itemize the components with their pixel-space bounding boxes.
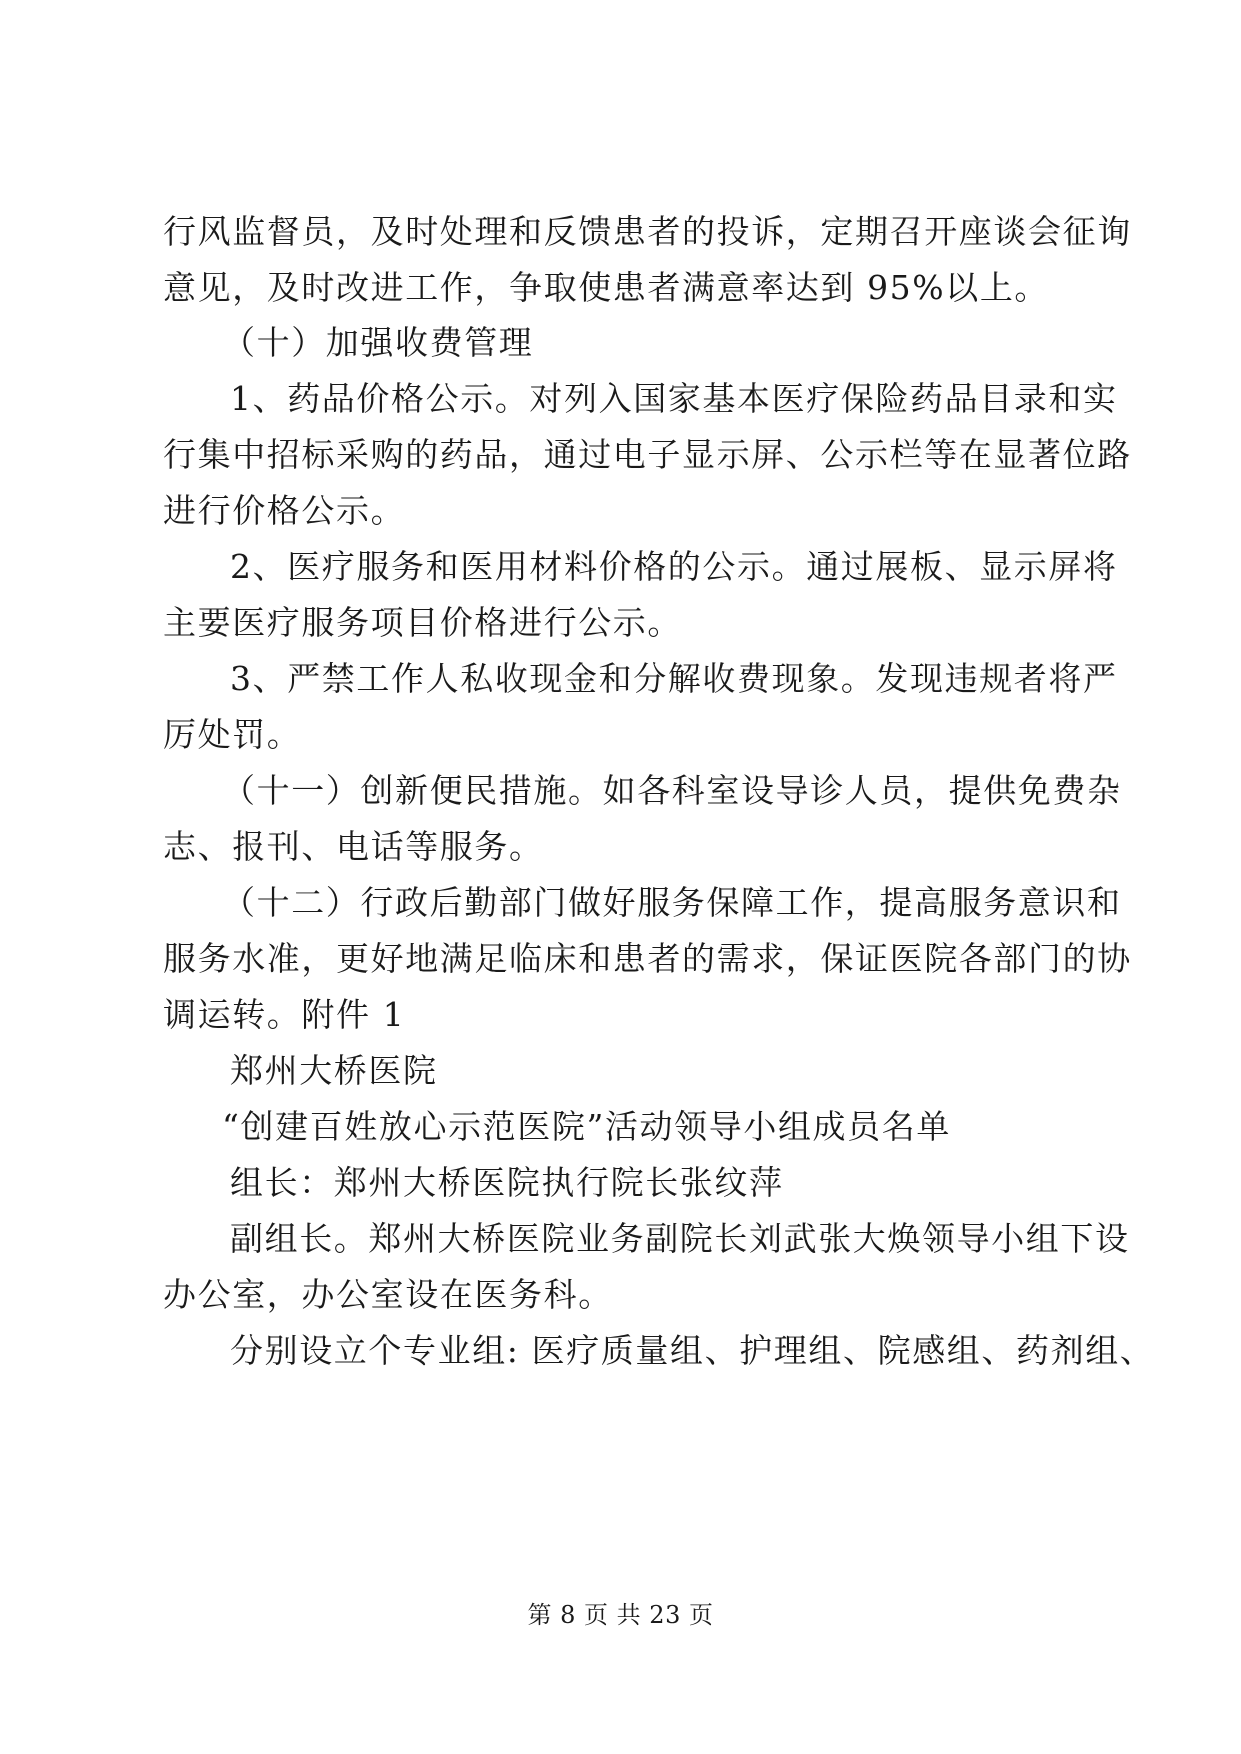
text-line-6: 进行价格公示。 (163, 491, 406, 530)
text-line-12: 志、报刊、电话等服务。 (163, 827, 544, 866)
text-line-1: 行风监督员，及时处理和反馈患者的投诉，定期召开座谈会征询 (163, 212, 1132, 251)
text-line-13: （十二）行政后勤部门做好服务保障工作，提高服务意识和 (222, 883, 1122, 922)
text-line-21: 分别设立个专业组: 医疗质量组、护理组、院感组、药剂组、 (230, 1331, 1155, 1370)
text-line-11: （十一）创新便民措施。如各科室设导诊人员，提供免费杂 (222, 771, 1122, 810)
text-line-4: 1、药品价格公示。对列入国家基本医疗保险药品目录和实 (230, 379, 1118, 418)
text-line-8: 主要医疗服务项目价格进行公示。 (163, 603, 682, 642)
text-line-7: 2、医疗服务和医用材料价格的公示。通过展板、显示屏将 (230, 547, 1118, 586)
text-line-19: 副组长。郑州大桥医院业务副院长刘武张大焕领导小组下设 (230, 1219, 1130, 1258)
list-title: “创建百姓放心示范医院”活动领导小组成员名单 (222, 1107, 951, 1146)
text-line-20: 办公室，办公室设在医务科。 (163, 1275, 613, 1314)
text-line-10: 厉处罚。 (163, 715, 302, 754)
text-line-5: 行集中招标采购的药品，通过电子显示屏、公示栏等在显著位路 (163, 435, 1132, 474)
text-line-18: 组长：郑州大桥医院执行院长张纹萍 (230, 1163, 784, 1202)
section-heading-10: （十）加强收费管理 (222, 323, 534, 362)
page-number-footer: 第 8 页 共 23 页 (527, 1601, 714, 1629)
text-line-15: 调运转。附件 1 (163, 995, 406, 1034)
text-line-14: 服务水准，更好地满足临床和患者的需求，保证医院各部门的协 (163, 939, 1132, 978)
text-line-9: 3、严禁工作人私收现金和分解收费现象。发现违规者将严 (230, 659, 1118, 698)
text-line-2: 意见，及时改进工作，争取使患者满意率达到 95%以上。 (163, 268, 1050, 307)
hospital-name: 郑州大桥医院 (230, 1051, 438, 1090)
